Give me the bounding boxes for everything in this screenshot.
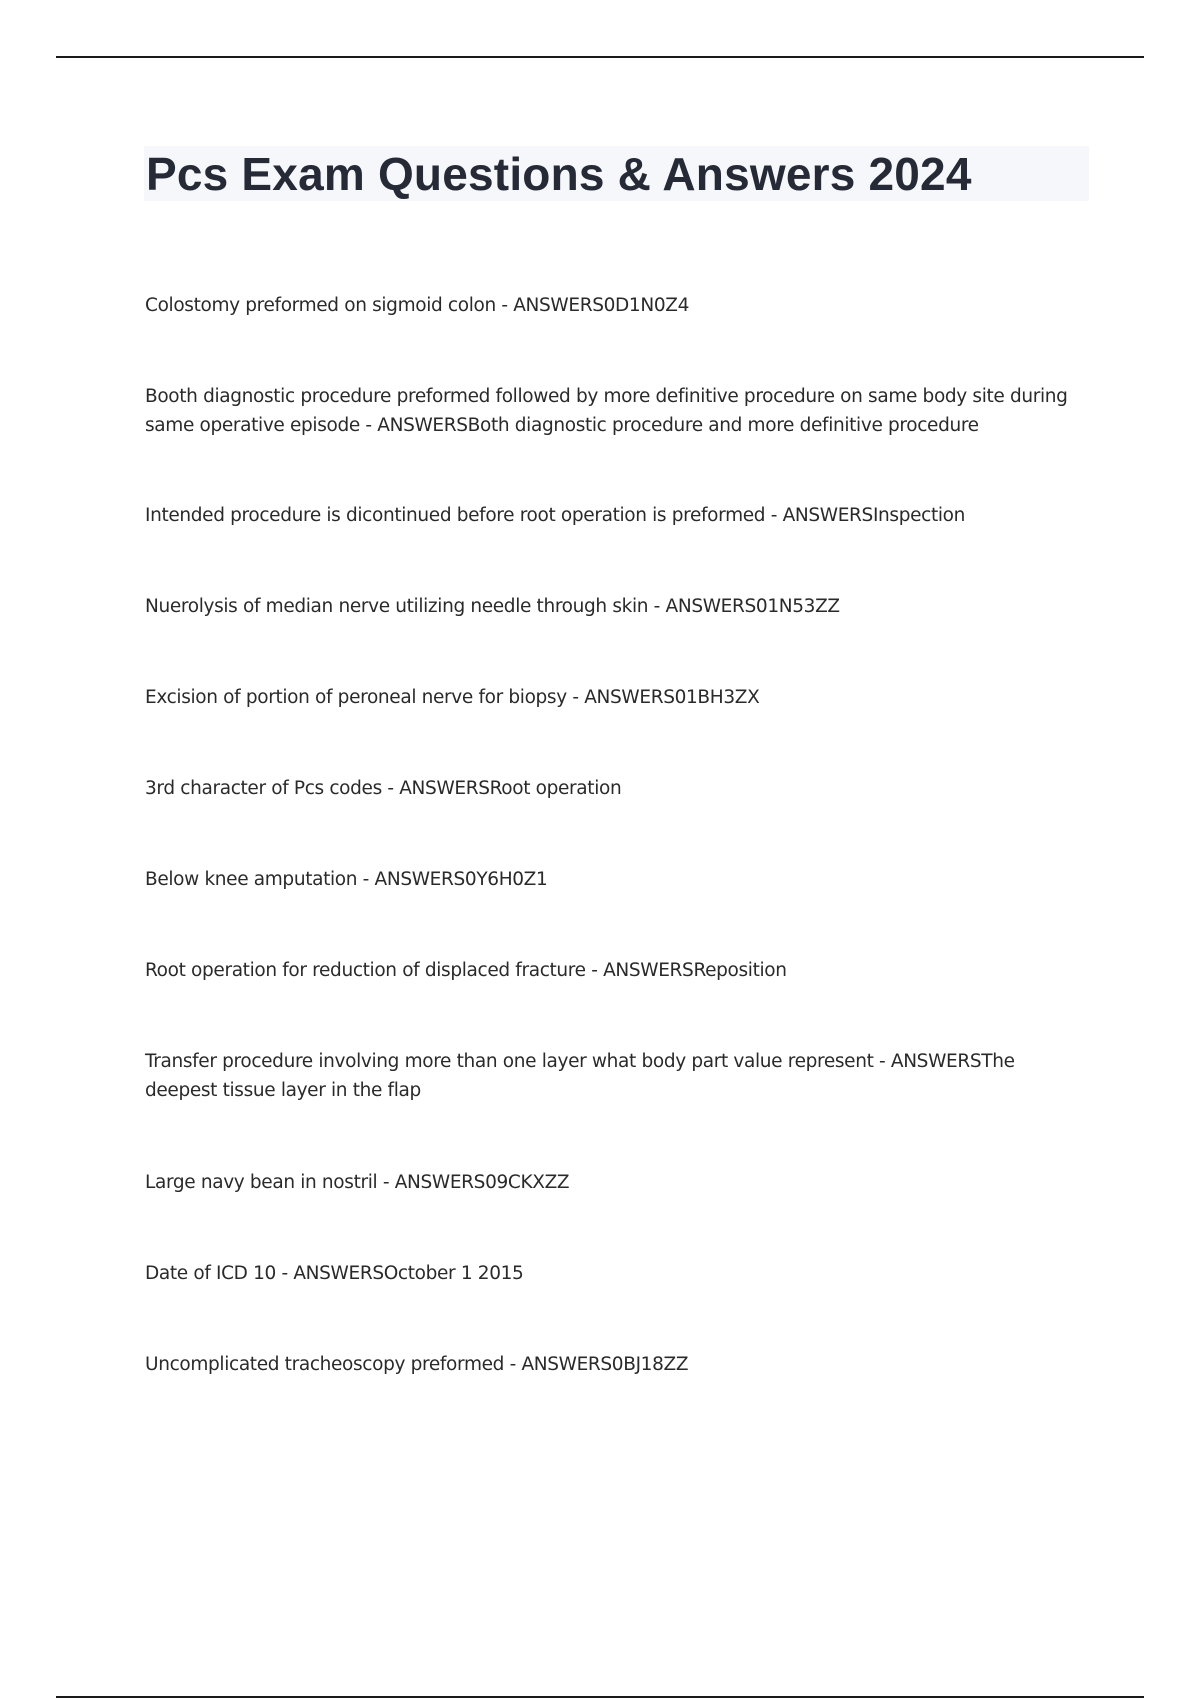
question-text: Root operation for reduction of displaced fracture [145, 960, 586, 981]
separator: - [357, 869, 375, 890]
qa-item [145, 683, 1090, 712]
separator: - [359, 415, 378, 436]
qa-item [145, 1047, 1090, 1105]
separator: - [765, 505, 783, 526]
answer-text: ANSWERSOctober 1 2015 [293, 1263, 524, 1284]
answer-text: ANSWERS0D1N0Z4 [513, 295, 689, 316]
answer-text: ANSWERSRoot operation [399, 778, 622, 799]
question-text: Large navy bean in nostril [145, 1172, 378, 1193]
question-text: Excision of portion of peroneal nerve for biopsy [145, 687, 567, 708]
question-text: Nuerolysis of median nerve utilizing needle through skin [145, 596, 649, 617]
qa-item [145, 1259, 1090, 1288]
separator: - [504, 1354, 522, 1375]
question-text: Colostomy preformed on sigmoid colon [145, 295, 496, 316]
qa-item [145, 382, 1090, 440]
separator: - [377, 1172, 395, 1193]
question-text: Date of ICD 10 [145, 1263, 276, 1284]
qa-item [145, 774, 1090, 803]
qa-item [145, 956, 1090, 985]
answer-text: ANSWERSReposition [603, 960, 787, 981]
bottom-rule [56, 1696, 1144, 1698]
question-text: Uncomplicated tracheoscopy preformed [145, 1354, 505, 1375]
separator: - [381, 778, 400, 799]
separator: - [275, 1263, 294, 1284]
separator: - [585, 960, 604, 981]
answer-text: ANSWERS01N53ZZ [665, 596, 840, 617]
question-text: Intended procedure is dicontinued before root operation is preformed [145, 505, 766, 526]
qa-item [145, 865, 1090, 894]
answer-text: ANSWERSThe deepest tissue layer in the flap [145, 1051, 1015, 1101]
question-text: Booth diagnostic procedure preformed followed by more definitive procedure on same body site during same operative episode [145, 386, 1068, 436]
top-rule [56, 56, 1144, 58]
separator: - [873, 1051, 891, 1072]
answer-text: ANSWERS0BJ18ZZ [521, 1354, 689, 1375]
question-text: Below knee amputation [145, 869, 358, 890]
qa-item [145, 291, 1090, 320]
separator: - [495, 295, 514, 316]
answer-text: ANSWERS01BH3ZX [584, 687, 760, 708]
question-text: Transfer procedure involving more than one layer what body part value represent [145, 1051, 874, 1072]
separator: - [566, 687, 585, 708]
answer-text: ANSWERSInspection [782, 505, 965, 526]
qa-item [145, 1168, 1090, 1197]
answer-text: ANSWERS09CKXZZ [394, 1172, 570, 1193]
separator: - [648, 596, 666, 617]
answer-text: ANSWERSBoth diagnostic procedure and more definitive procedure [377, 415, 979, 436]
qa-item [145, 501, 1090, 530]
page-title: Pcs Exam Questions & Answers 2024 [146, 148, 972, 200]
qa-item [145, 592, 1090, 621]
question-text: 3rd character of Pcs codes [145, 778, 382, 799]
qa-item [145, 1350, 1090, 1379]
answer-text: ANSWERS0Y6H0Z1 [374, 869, 548, 890]
